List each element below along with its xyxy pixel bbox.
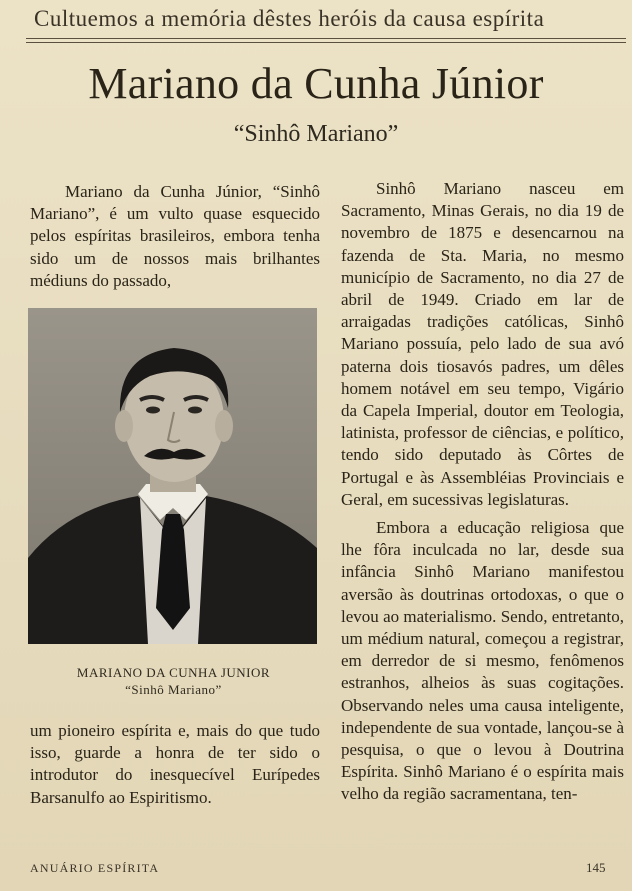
left-column-bottom bbox=[30, 720, 320, 809]
right-column bbox=[341, 178, 624, 806]
paragraph-biography: Sinhô Mariano nasceu em Sacramento, Minas Gerais, no dia 19 de novembro de 1875 e desencarnou na fazenda de Sta. Maria, no mesmo município de Sacramento, no dia 27 de abril de 1949. Criado em lar de arraigadas tradições católicas, Sinhô Mariano possuía, pelo lado de sua avó paterna dois tiosavós padres, um dêles homem notável em seu tempo, Vigário da Capela Imperial, doutor em Teologia, latinista, professor de ciências, e político, tendo sido deputado às Côrtes de Portugal e às Assembléias Provinciais e Geral, em sucessivas legislaturas. bbox=[341, 179, 624, 509]
header-rule-thin bbox=[26, 42, 626, 43]
portrait-image bbox=[28, 308, 317, 644]
paragraph-continuation: um pioneiro espírita e, mais do que tudo isso, guarde a honra de ter sido o introdutor do inesquecível Eurípedes Barsanulfo ao Espiritismo. bbox=[30, 721, 320, 807]
header-rule bbox=[26, 38, 626, 39]
running-header: Cultuemos a memória dêstes heróis da causa espírita bbox=[34, 6, 545, 31]
paragraph-mediumship: Embora a educação religiosa que lhe fôra inculcada no lar, desde sua infância Sinhô Mariano manifestou aversão às doutrinas ortodoxas, o que o levou ao materialismo. Sendo, entretanto, um médium natural, começou a registrar, em derredor de si mesmo, fenômenos estranhos, alheios às suas cogitações. Observando neles uma causa inteligente, independente de sua vontade, lançou-se à pesquisa, o que o levou à Doutrina Espírita. Sinhô Mariano é o espírita mais velho da região sacramentana, ten- bbox=[341, 518, 624, 804]
caption-name: MARIANO DA CUNHA JUNIOR bbox=[76, 665, 271, 680]
photo-caption bbox=[30, 664, 317, 698]
article-subtitle: “Sinhô Mariano” bbox=[233, 121, 399, 147]
caption-nickname: “Sinhô Mariano” bbox=[125, 682, 222, 697]
footer-publication: ANUÁRIO ESPÍRITA bbox=[30, 861, 160, 875]
paragraph-intro: Mariano da Cunha Júnior, “Sinhô Mariano”, é um vulto quase esquecido pelos espíritas brasileiros, embora tenha sido um de nossos mais brilhantes médiuns do passado, bbox=[30, 182, 320, 290]
left-column-top bbox=[30, 181, 320, 292]
portrait-photo bbox=[28, 308, 317, 644]
page-number: 145 bbox=[586, 860, 606, 875]
article-title: Mariano da Cunha Júnior bbox=[88, 59, 544, 108]
